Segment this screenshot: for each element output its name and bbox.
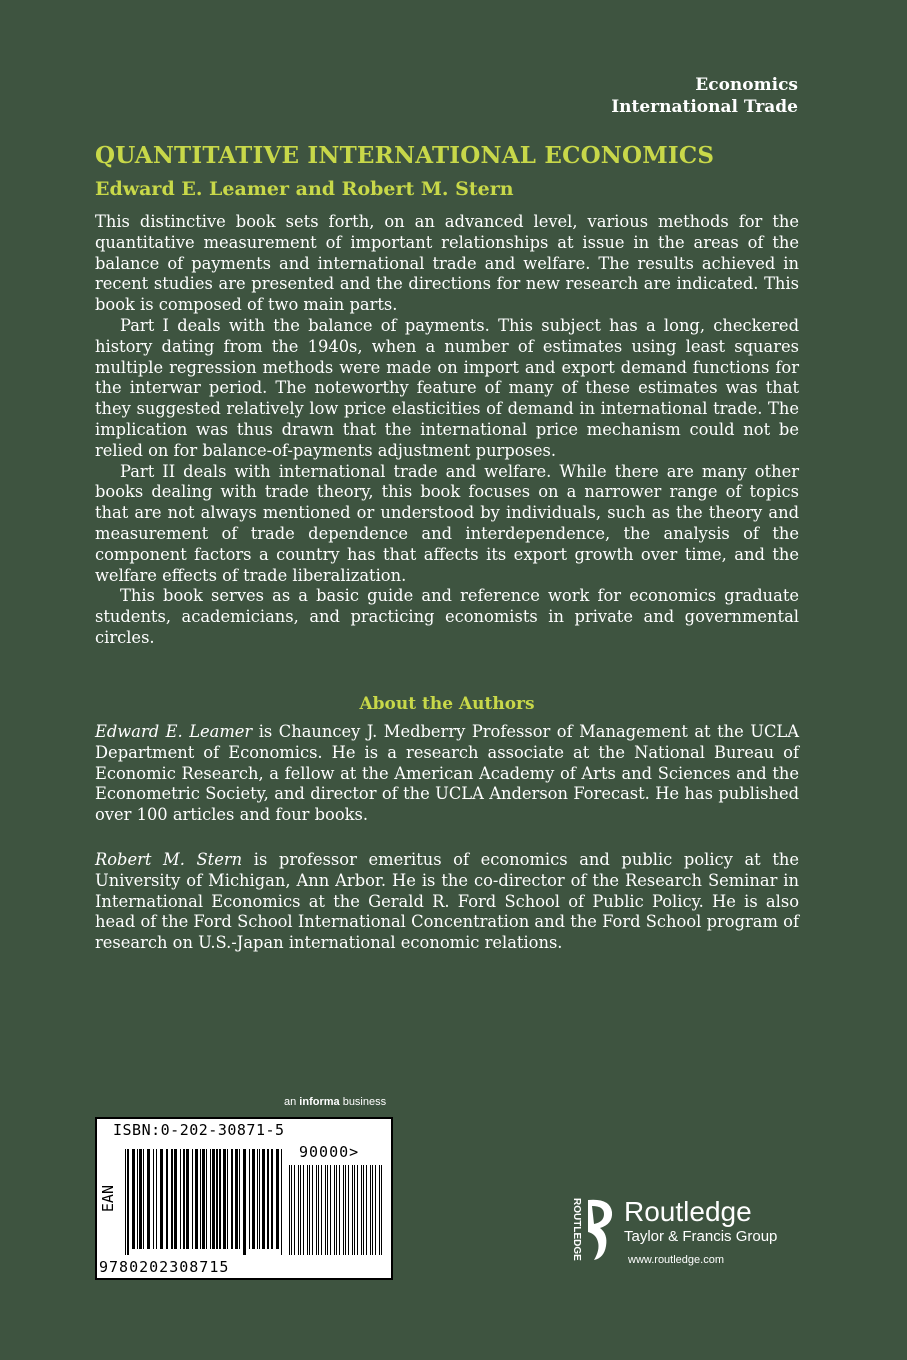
- leamer-bio: [95, 722, 799, 826]
- barcode-bar: [147, 1149, 150, 1249]
- barcode-bar: [372, 1165, 373, 1255]
- barcode-bar: [303, 1165, 304, 1255]
- barcode-bar: [276, 1149, 279, 1249]
- barcode-bar: [325, 1165, 326, 1255]
- barcode-bar: [132, 1149, 135, 1249]
- barcode-bar: [354, 1165, 355, 1255]
- barcode-bar: [186, 1149, 189, 1249]
- barcode-bar: [219, 1149, 221, 1249]
- routledge-logo-icon: [566, 1196, 618, 1262]
- barcode-bar: [307, 1165, 308, 1255]
- barcode-bar: [361, 1165, 362, 1255]
- barcode-bar: [153, 1149, 154, 1249]
- description-paragraph: This book serves as a basic guide and reference work for economics graduate students, academicians, and practicing economists in private and governmental circles.: [95, 586, 799, 647]
- barcode-bar: [330, 1165, 331, 1255]
- stern-bio-text: is professor emeritus of economics and public policy at the University of Michigan, Ann Arbor. He is the co-director of the Research Seminar in International Economics at the Gerald R. Ford School of Public Policy. He is also head of the Ford School International Concentration and the Ford School program of research on U.S.-Japan international economic relations.: [95, 850, 799, 953]
- ean-label: EAN: [99, 1185, 117, 1213]
- barcode-bar: [334, 1165, 335, 1255]
- barcode-bar: [294, 1165, 295, 1255]
- barcode-bar: [300, 1165, 301, 1255]
- barcode-bar: [267, 1149, 269, 1249]
- barcode-bar: [180, 1149, 181, 1249]
- barcode-bar: [318, 1165, 319, 1255]
- barcode-panel: [95, 1117, 393, 1280]
- barcode-bar: [321, 1165, 322, 1255]
- barcode-bar: [174, 1149, 177, 1249]
- barcode-bar: [239, 1149, 240, 1249]
- barcode-bar: [127, 1149, 129, 1255]
- barcode-bar: [235, 1149, 238, 1249]
- addon-barcode: [289, 1165, 385, 1273]
- barcode-bar: [339, 1165, 340, 1255]
- barcode-bar: [363, 1165, 364, 1255]
- barcode-bar: [343, 1165, 344, 1255]
- barcode-bar: [160, 1149, 163, 1249]
- barcode-bar: [298, 1165, 299, 1255]
- barcode-bar: [249, 1149, 250, 1249]
- description-paragraph: Part II deals with international trade and welfare. While there are many other books dealing with trade theory, this book focuses on a narrower range of topics that are not always mentioned or understood by individuals, such as the theory and measurement of trade dependence and interdependence, the analysis of the component factors a country has that affects its export growth over time, and the welfare effects of trade liberalization.: [95, 461, 799, 585]
- barcode-bar: [227, 1149, 228, 1249]
- barcode-bar: [137, 1149, 138, 1249]
- barcode-bar: [309, 1165, 310, 1255]
- barcode-bar: [125, 1149, 126, 1255]
- isbn-text: ISBN:0-202-30871-5: [113, 1121, 285, 1139]
- book-description: [95, 212, 799, 649]
- publisher-block: [624, 1196, 777, 1268]
- leamer-name: Edward E. Leamer: [95, 722, 253, 741]
- barcode-bar: [139, 1149, 142, 1249]
- barcode-bar: [262, 1149, 265, 1249]
- ean-barcode: [125, 1149, 285, 1257]
- barcode-bar: [357, 1165, 358, 1255]
- barcode-bar: [352, 1165, 353, 1255]
- barcode-bar: [231, 1149, 233, 1249]
- informa-brand: informa: [299, 1096, 340, 1108]
- informa-tagline: [284, 1096, 386, 1108]
- barcode-bar: [200, 1149, 201, 1249]
- routledge-vertical-mark: ROUTLEDGE: [571, 1198, 582, 1261]
- barcode-bar: [291, 1165, 292, 1255]
- ean-number: 9780202308715: [99, 1258, 230, 1276]
- description-paragraph: This distinctive book sets forth, on an advanced level, various methods for the quantitative measurement of important relationships at issue in the areas of the balance of payments and international trade and welfare. The results achieved in recent studies are presented and the directions for new research are indicated. This book is composed of two main parts.: [95, 212, 799, 315]
- publisher-url: www.routledge.com: [628, 1254, 724, 1266]
- barcode-bar: [271, 1149, 273, 1249]
- barcode-bar: [257, 1149, 258, 1249]
- barcode-bar: [210, 1149, 211, 1249]
- barcode-bar: [312, 1165, 313, 1255]
- barcode-bar: [192, 1149, 193, 1249]
- barcode-bar: [366, 1165, 367, 1255]
- barcode-bar: [183, 1149, 185, 1249]
- barcode-bar: [202, 1149, 205, 1249]
- barcode-bar: [195, 1149, 198, 1249]
- description-paragraph: Part I deals with the balance of payments. This subject has a long, checkered history dating from the 1940s, when a number of estimates using least squares multiple regression methods were made on import and export demand functions for the interwar period. The noteworthy feature of many of these estimates was that they suggested relatively low price elasticities of demand in international trade. The implication was thus drawn that the international price mechanism could not be relied on for balance-of-payments adjustment purposes.: [95, 315, 799, 460]
- barcode-bar: [243, 1149, 246, 1255]
- category-line-1: Economics: [695, 75, 798, 95]
- subject-category: [611, 74, 798, 118]
- barcode-bar: [143, 1149, 144, 1249]
- price-code: 90000>: [299, 1143, 360, 1161]
- informa-prefix: an: [284, 1096, 300, 1108]
- book-authors: Edward E. Leamer and Robert M. Stern: [95, 178, 514, 200]
- barcode-bar: [156, 1149, 157, 1249]
- publisher-name: Routledge: [624, 1196, 752, 1227]
- barcode-bar: [252, 1149, 255, 1249]
- barcode-bar: [316, 1165, 317, 1255]
- category-line-2: International Trade: [611, 97, 798, 117]
- barcode-bar: [348, 1165, 349, 1255]
- about-authors-heading: About the Authors: [359, 694, 535, 714]
- barcode-bar: [379, 1165, 380, 1255]
- barcode-bar: [216, 1149, 218, 1249]
- book-title: QUANTITATIVE INTERNATIONAL ECONOMICS: [95, 142, 715, 169]
- barcode-bar: [223, 1149, 226, 1249]
- barcode-bar: [212, 1149, 215, 1249]
- barcode-bar: [259, 1149, 260, 1249]
- barcode-bar: [370, 1165, 371, 1255]
- barcode-bar: [166, 1149, 168, 1249]
- barcode-bar: [345, 1165, 346, 1255]
- stern-name: Robert M. Stern: [95, 850, 243, 869]
- barcode-bar: [336, 1165, 337, 1255]
- barcode-bar: [381, 1165, 382, 1255]
- barcode-bar: [289, 1165, 290, 1255]
- stern-bio: [95, 850, 799, 954]
- barcode-bar: [281, 1149, 282, 1255]
- leamer-bio-text: is Chauncey J. Medberry Professor of Management at the UCLA Department of Economics. He is a research associate at the National Bureau of Economic Research, a fellow at the American Academy of Arts and Sciences and the Econometric Society, and director of the UCLA Anderson Forecast. He has published over 100 articles and four books.: [95, 722, 800, 825]
- barcode-bar: [171, 1149, 173, 1249]
- informa-suffix: business: [339, 1096, 387, 1108]
- barcode-bar: [327, 1165, 328, 1255]
- publisher-group: Taylor & Francis Group: [624, 1228, 778, 1245]
- barcode-bar: [206, 1149, 207, 1249]
- barcode-bar: [375, 1165, 376, 1255]
